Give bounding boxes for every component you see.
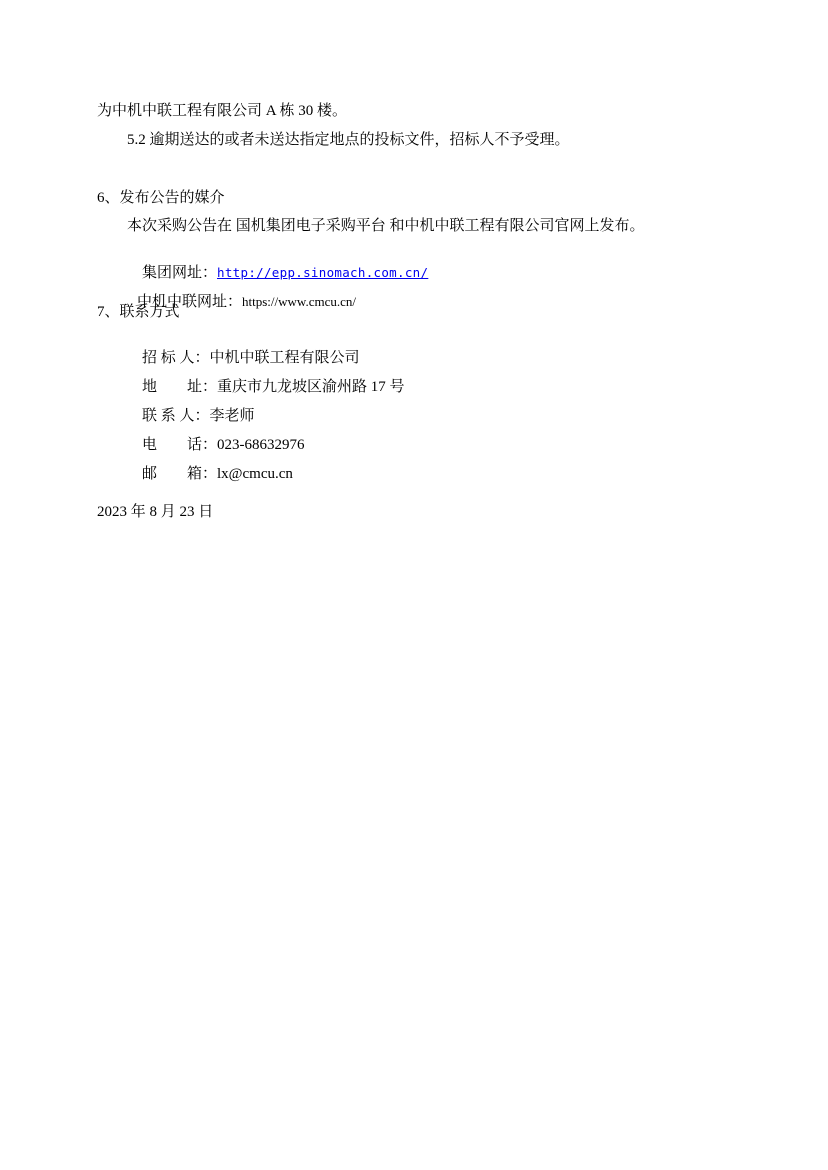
cmcu-website-label: 中机中联网址： [137, 294, 243, 310]
contact-row-email [127, 449, 293, 500]
contact-value: 023-68632976 [217, 437, 305, 453]
contact-label: 联 系 人： [142, 408, 210, 424]
contact-value: 李老师 [209, 408, 255, 424]
contact-value: 重庆市九龙坡区渝州路 17 号 [217, 379, 405, 395]
clause-5-2-text: 5.2 逾期送达的或者未送达指定地点的投标文件，招标人不予受理。 [127, 132, 570, 148]
group-website-link[interactable]: http://epp.sinomach.com.cn/ [217, 265, 429, 280]
section-6-heading: 6、发布公告的媒介 [97, 190, 225, 206]
contact-label: 招 标 人： [142, 350, 210, 366]
contact-label: 电 话： [142, 437, 218, 453]
contact-value: 中机中联工程有限公司 [209, 350, 360, 366]
date-line: 2023 年 8 月 23 日 [97, 504, 214, 520]
contact-value: lx@cmcu.cn [217, 466, 293, 482]
group-website-label: 集团网址： [142, 265, 218, 281]
paragraph-continuation-text: 为中机中联工程有限公司 A 栋 30 楼。 [97, 103, 348, 119]
contact-label: 地 址： [142, 379, 218, 395]
section-6-body-text: 本次采购公告在 国机集团电子采购平台 和中机中联工程有限公司官网上发布。 [127, 218, 645, 234]
section-7-heading: 7、联系方式 [97, 304, 180, 320]
cmcu-website-url: https://www.cmcu.cn/ [242, 294, 356, 309]
contact-label: 邮 箱： [142, 466, 218, 482]
